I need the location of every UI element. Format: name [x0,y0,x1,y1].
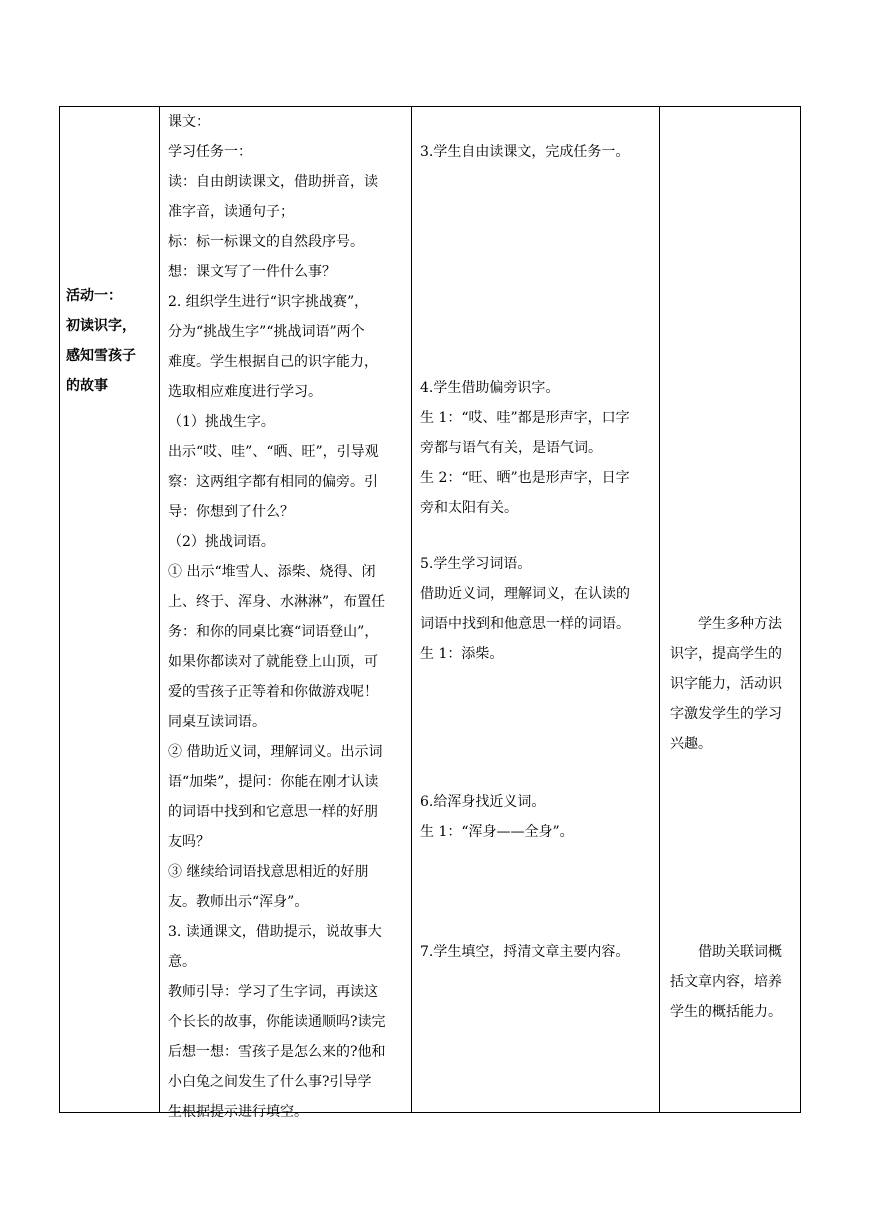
text-line: 难度。学生根据自己的识字能力， [168,354,378,370]
activity-title-line: 感知雪孩子 [66,348,136,364]
text-line: 的词语中找到和它意思一样的好朋 [168,804,378,820]
text-line: 借助关联词概 [670,944,782,960]
design-intent-cell [660,107,801,1113]
text-line: 生根据提示进行填空。 [168,1104,308,1120]
activity-title [66,281,155,401]
activity-title-line: 活动一： [66,288,122,304]
text-line: 标：标一标课文的自然段序号。 [168,234,364,250]
text-line: 生 1：“浑身——全身”。 [420,824,574,840]
text-line: 爱的雪孩子正等着和你做游戏呢！ [168,684,378,700]
student-activity-block-5 [420,937,653,967]
text-line: 3.学生自由读课文，完成任务一。 [420,144,630,160]
text-line: 生 2：“旺、晒”也是形声字，日字 [420,470,630,486]
activity-title-cell [60,107,160,1113]
text-line: 学生多种方法 [670,616,782,632]
text-line: 生 1：“哎、哇”都是形声字，口字 [420,410,630,426]
text-line: 选取相应难度进行学习。 [168,384,322,400]
text-line: 识字，提高学生的 [670,646,782,662]
text-line: 旁都与语气有关，是语气词。 [420,440,602,456]
text-line: 友吗？ [168,834,210,850]
text-line: 7.学生填空，捋清文章主要内容。 [420,944,630,960]
text-line: 学生的概括能力。 [670,1004,782,1020]
text-line: 识字能力，活动识 [670,676,782,692]
text-line: 意。 [168,954,196,970]
text-line: 旁和太阳有关。 [420,500,518,516]
text-line: （1）挑战生字。 [168,414,275,430]
text-line: 生 1：添柴。 [420,646,504,662]
teacher-activity-cell [160,107,412,1120]
text-line: 同桌互读词语。 [168,714,266,730]
text-line: 察：这两组字都有相同的偏旁。引 [168,474,378,490]
table-row [60,107,801,1113]
text-line: 3. 读通课文，借助提示，说故事大 [168,924,382,940]
text-line: 4.学生借助偏旁识字。 [420,380,560,396]
text-line: 6.给浑身找近义词。 [420,794,546,810]
lesson-plan-table [59,106,801,1120]
text-line: 教师引导：学习了生字词，再读这 [168,984,378,1000]
student-activity-block-1 [420,137,653,167]
activity-title-line: 初读识字， [66,318,136,334]
text-line: 学习任务一： [168,144,252,160]
text-line: 语“加柴”，提问：你能在刚才认读 [168,774,379,790]
text-line: 括文章内容，培养 [670,974,782,990]
design-intent-block-1 [670,609,794,759]
text-line: 小白兔之间发生了什么事?引导学 [168,1074,372,1090]
text-line: ② 借助近义词，理解词义。出示词 [168,744,383,760]
text-line: 借助近义词，理解词义，在认读的 [420,586,630,602]
student-activity-block-2 [420,373,653,523]
text-line: 准字音，读通句子； [168,204,294,220]
text-line: 出示“哎、哇”、“晒、旺”，引导观 [168,444,379,460]
text-line: ③ 继续给词语找意思相近的好朋 [168,864,369,880]
text-line: 兴趣。 [670,736,712,752]
text-line: 上、终于、浑身、水淋淋”，布置任 [168,594,386,610]
student-activity-block-4 [420,787,653,847]
text-line: 务：和你的同桌比赛“词语登山”， [168,624,379,640]
design-intent-block-2 [670,937,794,1027]
student-activity-block-3 [420,549,653,669]
text-line: 后想一想：雪孩子是怎么来的?他和 [168,1044,386,1060]
text-line: 分为“挑战生字”“挑战词语”两个 [168,324,365,340]
text-line: 如果你都读对了就能登上山顶，可 [168,654,378,670]
activity-title-line: 的故事 [66,378,108,394]
text-line: 词语中找到和他意思一样的词语。 [420,616,630,632]
text-line: 个长长的故事，你能读通顺吗?读完 [168,1014,386,1030]
text-line: 字激发学生的学习 [670,706,782,722]
text-line: 导：你想到了什么？ [168,504,294,520]
student-activity-cell [412,107,660,1113]
text-line: （2）挑战词语。 [168,534,275,550]
text-line: 友。教师出示“浑身”。 [168,894,309,910]
text-line: 课文： [168,114,210,130]
text-line: 读：自由朗读课文，借助拼音，读 [168,174,378,190]
text-line: ① 出示“堆雪人、添柴、烧得、闭 [168,564,376,580]
teacher-activity-text [168,107,405,1127]
text-line: 2. 组织学生进行“识字挑战赛”， [168,294,369,310]
text-line: 5.学生学习词语。 [420,556,532,572]
text-line: 想：课文写了一件什么事？ [168,264,336,280]
